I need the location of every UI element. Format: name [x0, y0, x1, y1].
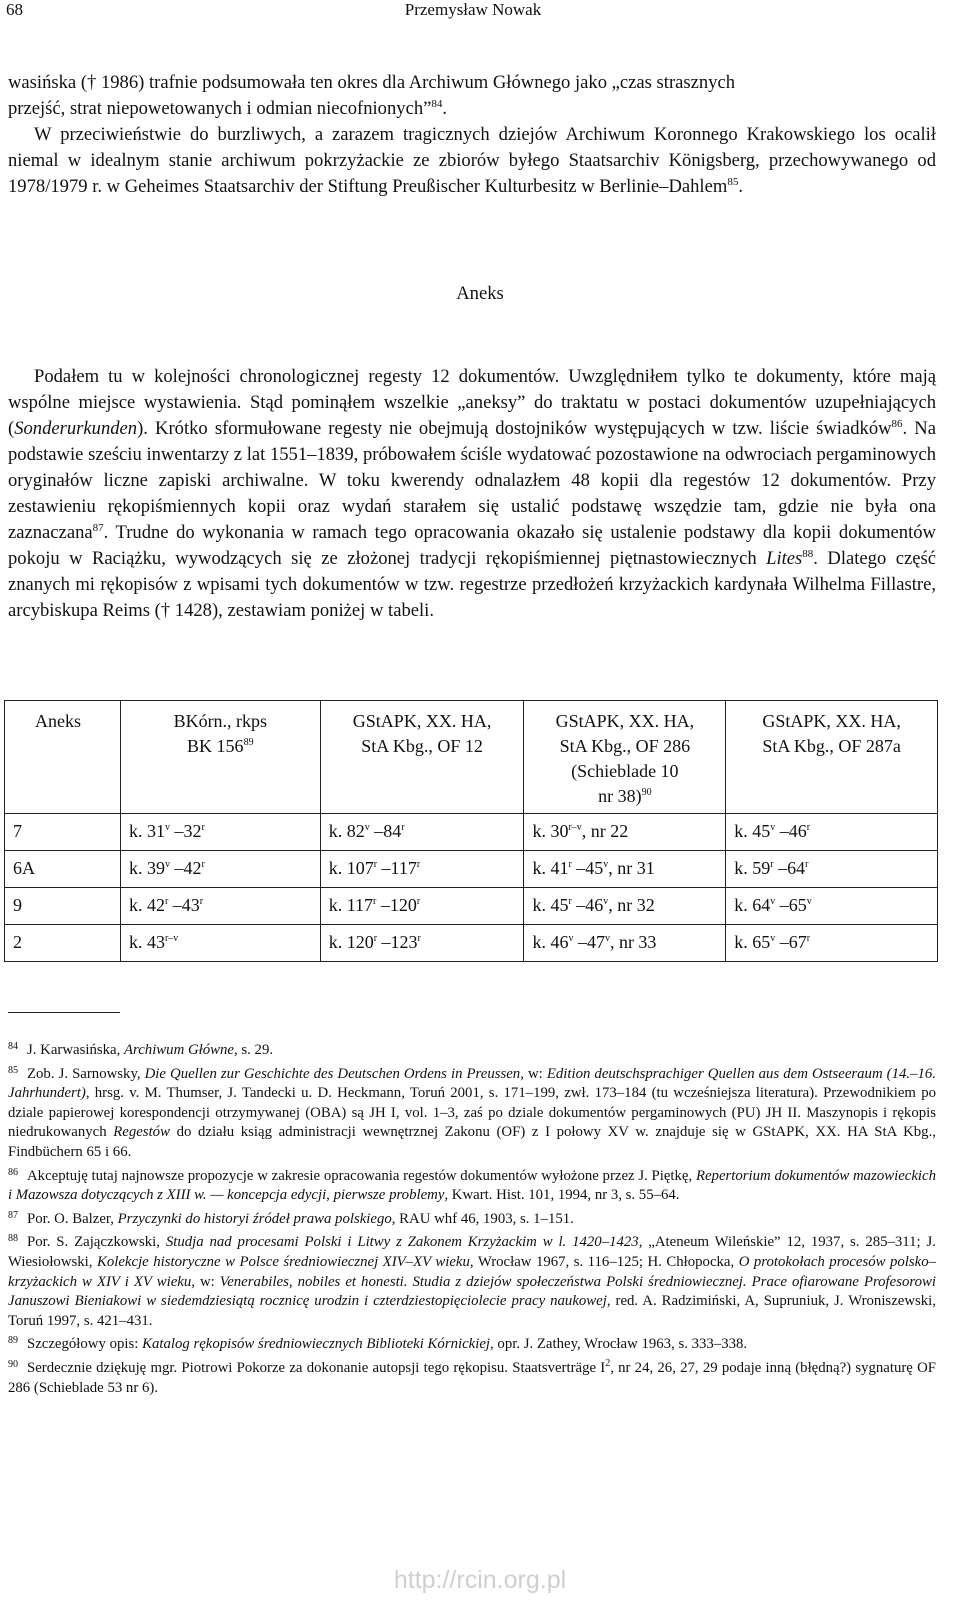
- table-cell: k. 120$^r$ –123$^r$: [320, 925, 524, 962]
- table-cell: 9: [5, 888, 121, 925]
- header-cell: GStAPK, XX. HA, StA Kbg., OF 286 (Schieblade 10 nr 38)$^{90}$: [524, 701, 726, 814]
- paragraph-continued: wasińska († 1986) trafnie podsumowała ten okres dla Archiwum Głównego jako „czas strasznych przejść, strat niepowetowanych i odmian niecofnionych”$^{84}$.: [8, 72, 736, 119]
- paragraph-aneks-intro: Podałem tu w kolejności chronologicznej regesty 12 dokumentów. Uwzględniłem tylko te dokumenty, które mają wspólne miejsce wystawienia. Stąd pominąłem wszelkie „aneksy” do traktatu w postaci dokumentów uzupełniających (Sonderurkunden). Krótko sformułowane regesty nie obejmują dostojników występujących w tzw. liście świadków$^{86}$. Na podstawie sześciu inwentarzy z lat 1551–1839, próbowałem ściśle wydatować pozostawione na odwrociach pergaminowych oryginałów liczne zapiski archiwalne. W toku kwerendy odnalazłem 48 kopii dla regestów 12 dokumentów. Przy zestawieniu rękopiśmiennych kopii oraz wydań starałem się ustalić podstawę wszędzie tam, gdzie nie była ona zaznaczana$^{87}$. Trudne do wykonania w ramach tego opracowania okazało się ustalenie podstawy dla kopii dokumentów pokoju w Raciążku, wywodzących się ze złożonej tradycji rękopiśmiennej piętnastowiecznych Lites$^{88}$. Dlatego część znanych mi rękopisów z wpisami tych dokumentów w tzw. regestrze przedłożeń krzyżackich kardynała Wilhelma Fillastre, arcybiskupa Reims († 1428), zestawiam poniżej w tabeli.: [8, 366, 936, 621]
- footnote-ref-88[interactable]: 88: [802, 547, 814, 560]
- paragraph-koenigsberg: W przeciwieństwie do burzliwych, a zarazem tragicznych dziejów Archiwum Koronnego Krakowskiego los ocalił niemal w idealnym stanie archiwum pokrzyżackie ze zbiorów byłego Staatsarchiv Königsberg, przechowywanego od 1978/1979 r. w Geheimes Staatsarchiv der Stiftung Preußischer Kulturbesitz w Berlinie–Dahlem$^{85}$.: [8, 124, 936, 197]
- running-head-author: Przemysław Nowak: [404, 0, 542, 19]
- table-cell: k. 117$^r$ –120$^r$: [320, 888, 524, 925]
- footnote-86: 86 Akceptuję tutaj najnowsze propozycje w zakresie opracowania regestów dokumentów wyłożone przez J. Piętkę, Repertorium dokumentów mazowieckich i Mazowsza dotyczących z XIII w. — koncepcja edycji, pierwsze problemy, Kwart. Hist. 101, 1994, nr 3, s. 55–64.: [8, 1166, 936, 1204]
- footnote-ref-87[interactable]: 87: [92, 521, 104, 534]
- table-cell: 2: [5, 925, 121, 962]
- section-heading: Aneks: [456, 283, 504, 304]
- running-header: [6, 0, 940, 24]
- source-watermark-link[interactable]: http://rcin.org.pl: [393, 1566, 567, 1594]
- footnote-separator: [8, 1012, 120, 1013]
- table-header-row: [5, 701, 938, 814]
- header-cell: Aneks: [5, 701, 121, 814]
- footnote-87: 87 Por. O. Balzer, Przyczynki do historyi źródeł prawa polskiego, RAU whf 46, 1903, s. 1–151.: [8, 1209, 574, 1227]
- table-row: [5, 814, 938, 851]
- table-cell: k. 64$^v$ –65$^v$: [726, 888, 938, 925]
- table-cell: k. 30$^{r-v}$, nr 22: [524, 814, 726, 851]
- table-row: [5, 851, 938, 888]
- footnote-89: 89 Szczegółowy opis: Katalog rękopisów średniowiecznych Biblioteki Kórnickiej, opr. J. Zathey, Wrocław 1963, s. 333–338.: [8, 1335, 748, 1353]
- table-cell: 6A: [5, 851, 121, 888]
- header-cell: BKórn., rkps BK $156^{89}$: [120, 701, 320, 814]
- footnote-ref-85[interactable]: 85: [727, 175, 739, 188]
- header-cell: GStAPK, XX. HA, StA Kbg., OF 287a: [726, 701, 938, 814]
- table-cell: k. 45$^r$ –46$^v$, nr 32: [524, 888, 726, 925]
- footnote-88: 88 Por. S. Zajączkowski, Studja nad procesami Polski i Litwy z Zakonem Krzyżackim w l. 1420–1423, „Ateneum Wileńskie” 12, 1937, s. 285–311; J. Wiesiołowski, Kolekcje historyczne w Polsce średniowiecznej XIV–XV wieku, Wrocław 1967, s. 116–125; H. Chłopocka, O protokołach procesów polsko–krzyżackich w XIV i XV wieku, w: Venerabiles, nobiles et honesti. Studia z dziejów społeczeństwa Polski średniowiecznej. Prace ofiarowane Profesorowi Januszowi Bieniakowi w siedemdziesiątą rocznicę urodzin i czterdziestopięciolecie pracy naukowej, red. A. Radzimiński, A, Supruniuk, J. Wroniszewski, Toruń 1997, s. 421–431.: [8, 1233, 936, 1329]
- table-cell: k. 39$^v$ –42$^r$: [120, 851, 320, 888]
- body-text-top: [8, 70, 936, 200]
- table-cell: k. 65$^v$ –67$^r$: [726, 925, 938, 962]
- table-cell: k. 42$^r$ –43$^r$: [120, 888, 320, 925]
- manuscripts-table: [4, 700, 938, 962]
- footnote-ref-86[interactable]: 86: [891, 417, 903, 430]
- header-cell: GStAPK, XX. HA, StA Kbg., OF 12: [320, 701, 524, 814]
- footnote-84: 84 J. Karwasińska, Archiwum Główne, s. 29.: [8, 1041, 274, 1058]
- table-cell: k. 59$^r$ –64$^r$: [726, 851, 938, 888]
- table-cell: k. 82$^v$ –84$^r$: [320, 814, 524, 851]
- body-text-aneks: [8, 364, 936, 624]
- footnote-ref-84[interactable]: 84: [431, 97, 443, 110]
- footnote-90: 90 Serdecznie dziękuję mgr. Piotrowi Pokorze za dokonanie autopsji tego rękopisu. Staatsverträge $I^2$, nr 24, 26, 27, 29 podaje inną (błędną?) sygnaturę OF 286 (Schieblade 53 nr 6).: [8, 1357, 937, 1396]
- table-cell: 7: [5, 814, 121, 851]
- table-row: [5, 925, 938, 962]
- table-row: [5, 888, 938, 925]
- table-cell: k. 41$^r$ –45$^v$, nr 31: [524, 851, 726, 888]
- table-cell: k. 46$^v$ –47$^v$, nr 33: [524, 925, 726, 962]
- footnote-85: 85 Zob. J. Sarnowsky, Die Quellen zur Geschichte des Deutschen Ordens in Preussen, w: Edition deutschsprachiger Quellen aus dem Ostseeraum (14.–16. Jahrhundert), hrsg. v. M. Thumser, J. Tandecki u. D. Heckmann, Toruń 2001, s. 171–199, zwł. 173–184 (tu wcześniejsza literatura). Przewodnikiem po dziale papierowej korespondencji otrzymywanej (OBA) są JH I, vol. 1–3, zaś po dziale dokumentów pergaminowych (PU) JH II. Maszynopis i rękopis niedrukowanych Regestów do działu ksiąg administracji wewnętrznej Zakonu (OF) z I połowy XV w. znajduje się w GStAPK, XX. HA StA Kbg., Findbüchern 65 i 66.: [8, 1064, 936, 1160]
- table-cell: k. 107$^r$ –117$^r$: [320, 851, 524, 888]
- table-cell: k. 43$^{r-v}$: [120, 925, 320, 962]
- page-number: 68: [6, 0, 23, 19]
- table-cell: k. 31$^v$ –32$^r$: [120, 814, 320, 851]
- footnotes: [8, 1037, 936, 1398]
- table-cell: k. 45$^v$ –46$^r$: [726, 814, 938, 851]
